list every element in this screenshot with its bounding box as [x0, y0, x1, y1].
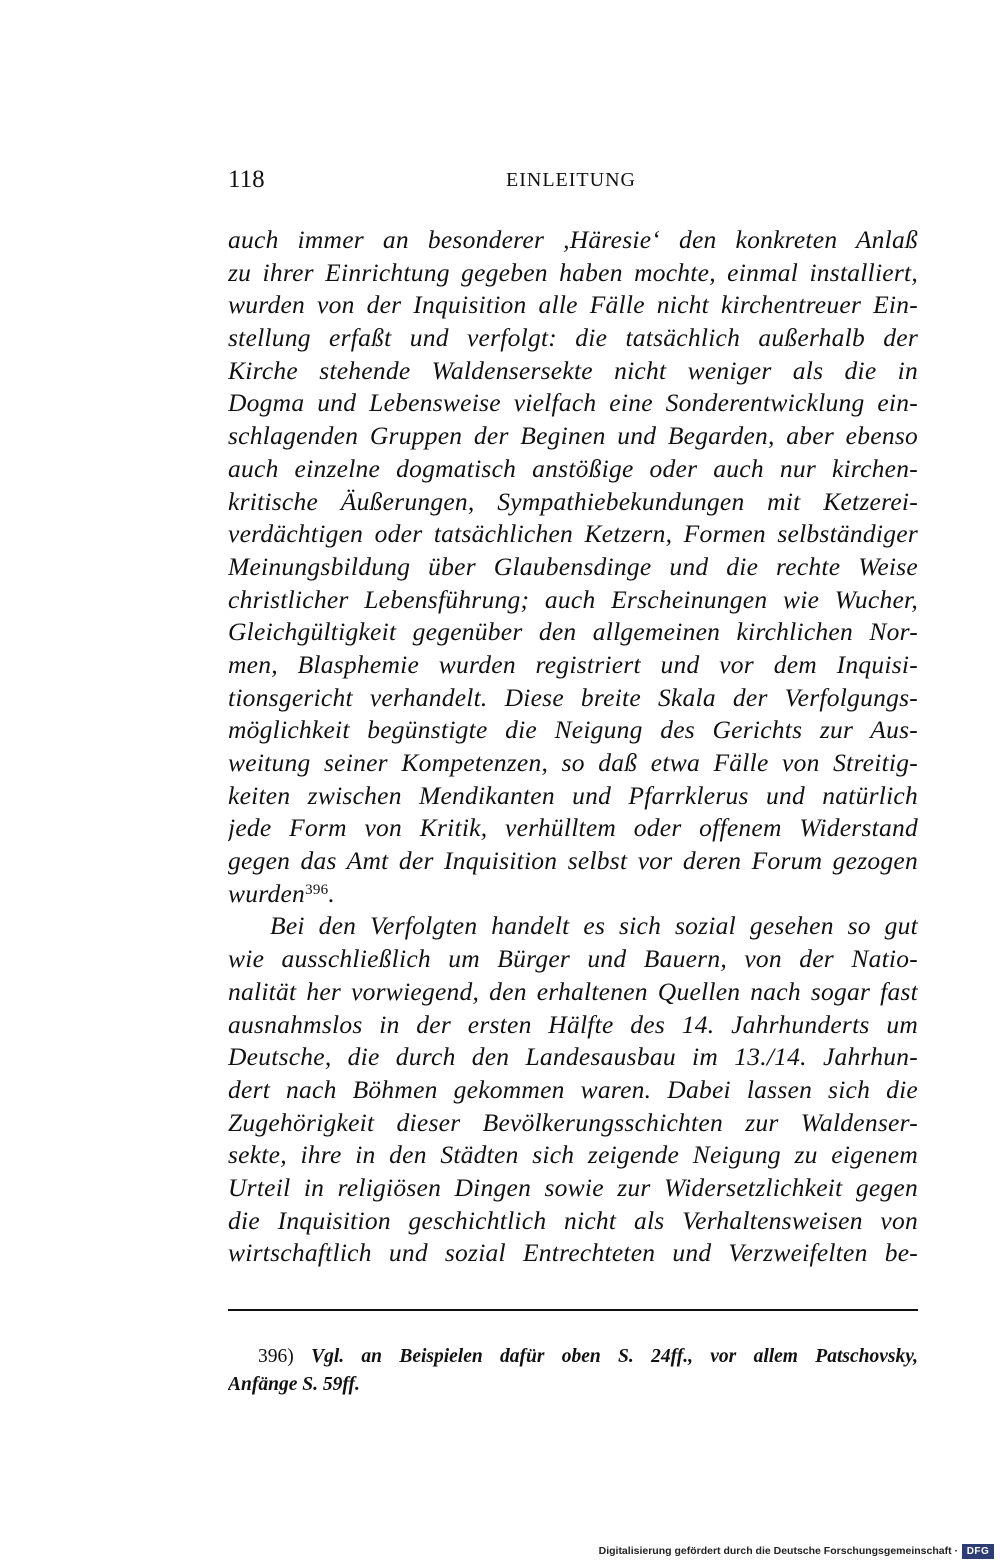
- running-title: EINLEITUNG: [506, 169, 636, 191]
- text-line: keiten zwischen Mendikanten und Pfarrklerus und natürlich: [228, 780, 918, 810]
- text-line: gegen das Amt der Inquisition selbst vor deren Forum gezogen: [228, 846, 918, 876]
- text-line: christlicher Lebensführung; auch Erscheinungen wie Wucher,: [228, 584, 918, 614]
- text-line: schlagenden Gruppen der Beginen und Begarden, aber ebenso: [228, 421, 918, 451]
- page-number: 118: [228, 166, 265, 193]
- dfg-logo: DFG: [962, 1544, 994, 1559]
- body-text: [228, 224, 918, 1270]
- text-line: Gleichgültigkeit gegenüber den allgemeinen kirchlichen Nor-: [228, 617, 918, 647]
- text-line: kritische Äußerungen, Sympathiebekundungen mit Ketzerei-: [228, 486, 918, 516]
- footnote-line: Anfänge S. 59ff.: [228, 1374, 360, 1395]
- text-line: Meinungsbildung über Glaubensdinge und die rechte Weise: [228, 551, 918, 581]
- text-line: tionsgericht verhandelt. Diese breite Skala der Verfolgungs-: [228, 682, 918, 712]
- text-line: Deutsche, die durch den Landesausbau im 13./14. Jahrhun-: [228, 1042, 918, 1072]
- footnote: [228, 1343, 918, 1399]
- text-line: weitung seiner Kompetenzen, so daß etwa Fälle von Streitig-: [228, 748, 918, 777]
- text-line: verdächtigen oder tatsächlichen Ketzern, Formen selbständiger: [228, 519, 918, 549]
- footnote-reference[interactable]: 396: [305, 881, 329, 898]
- text-line: Kirche stehende Waldensersekte nicht weniger als die in: [228, 355, 918, 385]
- text-line: nalität her vorwiegend, den erhaltenen Quellen nach sogar fast: [228, 976, 918, 1006]
- footnote-separator-rule: [228, 1309, 918, 1311]
- footnote-line: [228, 1343, 918, 1371]
- text-line: dert nach Böhmen gekommen waren. Dabei lassen sich die: [228, 1074, 918, 1104]
- page-header: [228, 166, 918, 200]
- text-line: wirtschaftlich und sozial Entrechteten und Verzweifelten be-: [228, 1238, 918, 1268]
- footnote-number: 396): [258, 1346, 294, 1367]
- footnote-text: Vgl. an Beispielen dafür oben S. 24ff., vor allem Patschovsky,: [311, 1346, 918, 1367]
- text-line: zu ihrer Einrichtung gegeben haben mochte, einmal installiert,: [228, 257, 918, 287]
- text-line: sekte, ihre in den Städten sich zeigende Neigung zu eigenem: [228, 1140, 918, 1170]
- digitization-credit: Digitalisierung gefördert durch die Deutsche Forschungsgemeinschaft ·: [598, 1545, 958, 1557]
- text-line: Bei den Verfolgten handelt es sich sozial gesehen so gut: [270, 911, 918, 941]
- text-line: möglichkeit begünstigte die Neigung des Gerichts zur Aus-: [228, 715, 918, 745]
- text-line-paragraph-end: [228, 878, 918, 911]
- text-fragment: .: [328, 878, 335, 908]
- text-line: wurden von der Inquisition alle Fälle nicht kirchentreuer Ein-: [228, 290, 918, 320]
- text-line: men, Blasphemie wurden registriert und vor dem Inquisi-: [228, 649, 918, 679]
- text-line: Zugehörigkeit dieser Bevölkerungsschichten zur Waldenser-: [228, 1107, 918, 1137]
- text-line: Urteil in religiösen Dingen sowie zur Widersetzlichkeit gegen: [228, 1172, 918, 1202]
- text-line: auch immer an besonderer ,Häresie‘ den konkreten Anlaß: [228, 225, 918, 254]
- text-line: auch einzelne dogmatisch anstößige oder auch nur kirchen-: [228, 453, 918, 483]
- text-line: wie ausschließlich um Bürger und Bauern, von der Natio-: [228, 944, 918, 974]
- text-line: stellung erfaßt und verfolgt: die tatsächlich außerhalb der: [228, 323, 918, 353]
- text-line: jede Form von Kritik, verhülltem oder offenem Widerstand: [228, 813, 918, 843]
- text-line: Dogma und Lebensweise vielfach eine Sonderentwicklung ein-: [228, 388, 918, 418]
- text-line: ausnahmslos in der ersten Hälfte des 14. Jahrhunderts um: [228, 1009, 918, 1039]
- text-line: die Inquisition geschichtlich nicht als Verhaltensweisen von: [228, 1205, 918, 1235]
- text-fragment: wurden: [228, 878, 306, 908]
